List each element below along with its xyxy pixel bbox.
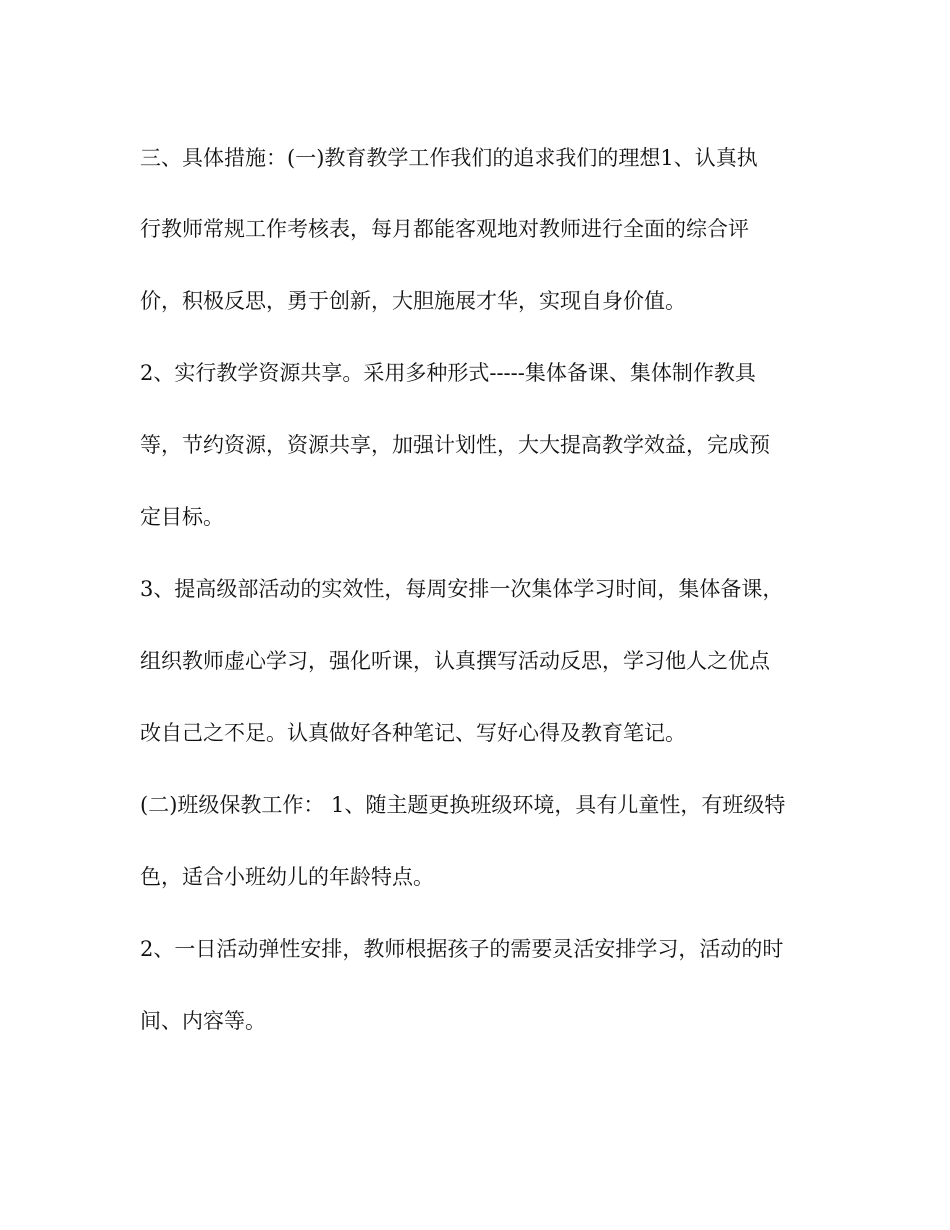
text-line: 定目标。 — [140, 505, 224, 529]
text-line: 三、具体措施：(一)教育教学工作我们的追求我们的理想1、认真执 — [140, 146, 758, 170]
text-line: 改自己之不足。认真做好各种笔记、写好心得及教育笔记。 — [140, 721, 686, 745]
text-line: 等，节约资源，资源共享，加强计划性，大大提高教学效益，完成预 — [140, 433, 770, 457]
text-line: 组织教师虚心学习，强化听课，认真撰写活动反思，学习他人之优点 — [140, 649, 770, 673]
text-line: 2、实行教学资源共享。采用多种形式-----集体备课、集体制作教具 — [140, 361, 756, 385]
text-line: (二)班级保教工作： 1、随主题更换班级环境，具有儿童性，有班级特 — [140, 793, 786, 817]
text-line: 2、一日活动弹性安排，教师根据孩子的需要灵活安排学习，活动的时 — [140, 937, 784, 961]
text-line: 价，积极反思，勇于创新，大胆施展才华，实现自身价值。 — [140, 289, 686, 313]
text-line: 行教师常规工作考核表，每月都能客观地对教师进行全面的综合评 — [140, 217, 749, 241]
text-line: 3、提高级部活动的实效性，每周安排一次集体学习时间，集体备课， — [140, 577, 784, 601]
text-line: 间、内容等。 — [140, 1009, 266, 1033]
text-line: 色，适合小班幼儿的年龄特点。 — [140, 865, 434, 889]
